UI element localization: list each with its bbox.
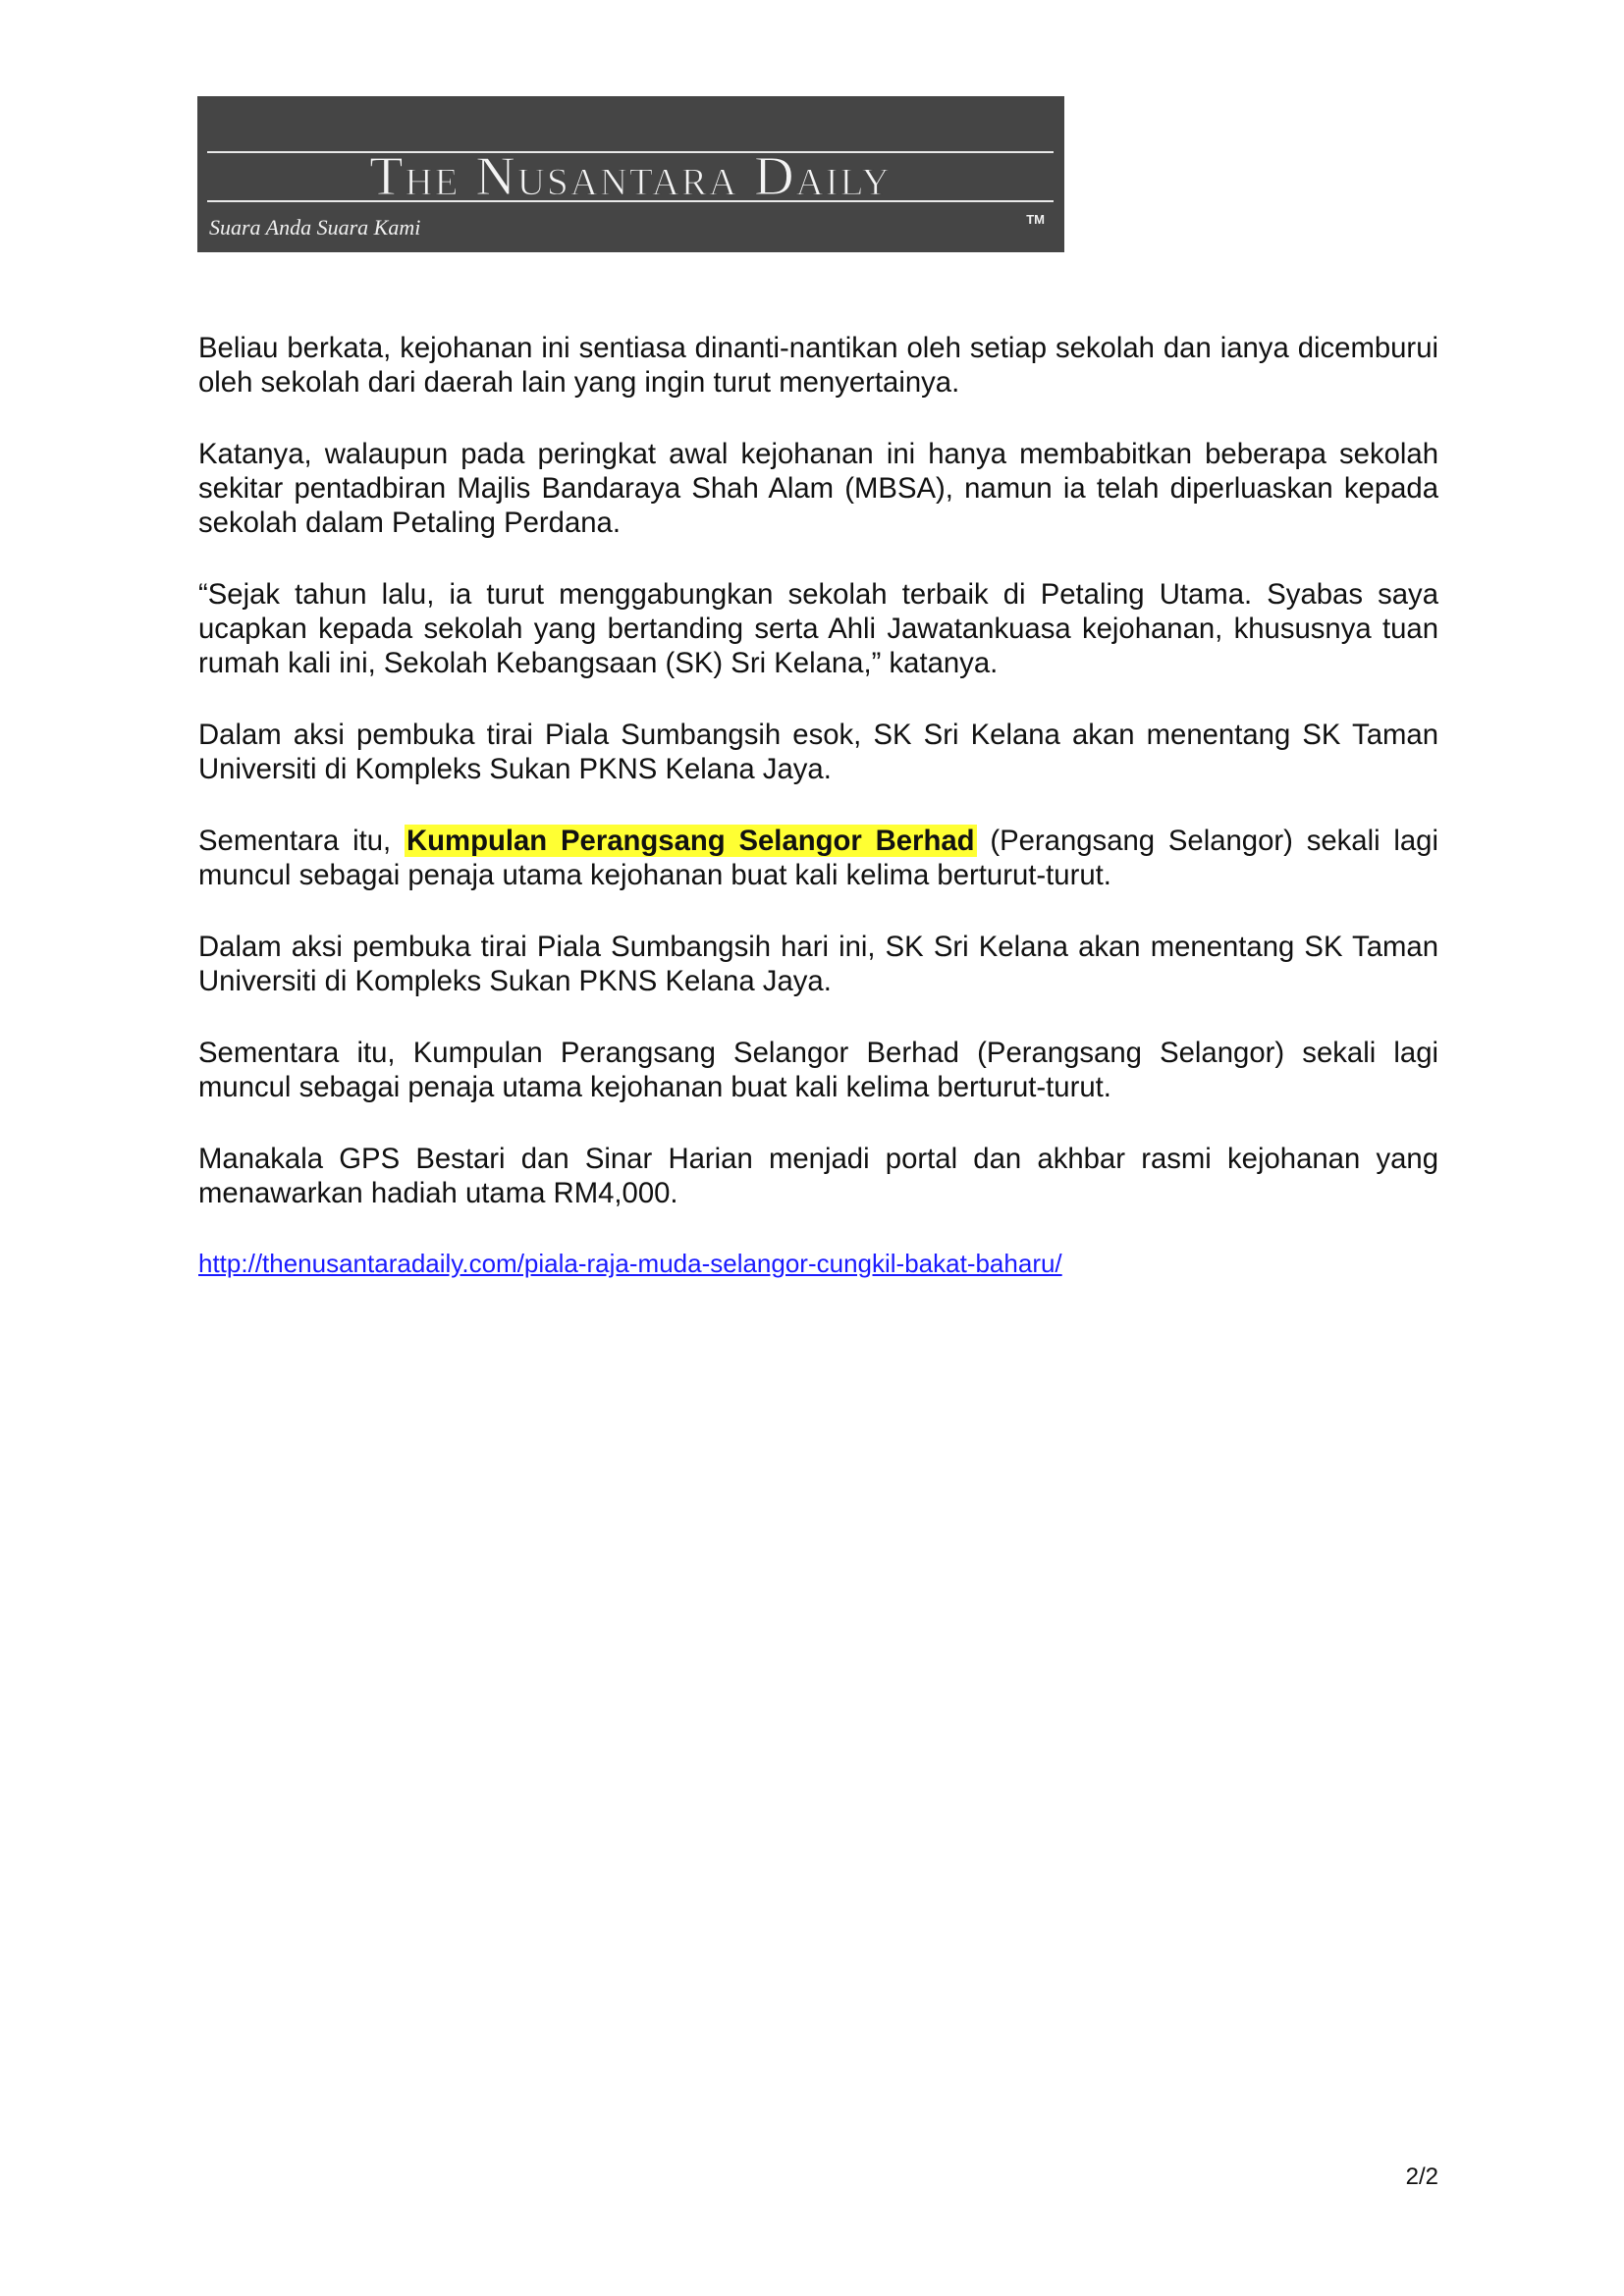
article-paragraph-6: Dalam aksi pembuka tirai Piala Sumbangsih hari ini, SK Sri Kelana akan menentang SK Taman Universiti di Kompleks Sukan PKNS Kelana Jaya. — [198, 931, 1438, 997]
highlighted-company-name: Kumpulan Perangsang Selangor Berhad — [406, 825, 975, 857]
paragraph-5-rest: (Perangsang Selangor) sekali lagi muncul sebagai penaja utama kejohanan buat kali kelima berturut-turut. — [198, 825, 1438, 891]
trademark-mark: TM — [1026, 212, 1045, 227]
masthead-tagline: Suara Anda Suara Kami — [209, 215, 421, 240]
article-paragraph-1: Beliau berkata, kejohanan ini sentiasa dinanti-nantikan oleh setiap sekolah dan ianya dicemburui oleh sekolah dari daerah lain yang ingin turut menyertainya. — [198, 332, 1438, 399]
article-paragraph-2: Katanya, walaupun pada peringkat awal kejohanan ini hanya membabitkan beberapa sekolah sekitar pentadbiran Majlis Bandaraya Shah Alam (MBSA), namun ia telah diperluaskan kepada sekolah dalam Petaling Perdana. — [198, 438, 1438, 539]
article-paragraph-5 — [198, 824, 1438, 892]
article-paragraph-3: “Sejak tahun lalu, ia turut menggabungkan sekolah terbaik di Petaling Utama. Syabas saya ucapkan kepada sekolah yang bertanding serta Ahli Jawatankuasa kejohanan, khususnya tuan rumah kali ini, Sekolah Kebangsaan (SK) Sri Kelana,” katanya. — [198, 578, 1438, 679]
article-paragraph-4: Dalam aksi pembuka tirai Piala Sumbangsih esok, SK Sri Kelana akan menentang SK Taman Universiti di Kompleks Sukan PKNS Kelana Jaya. — [198, 719, 1438, 785]
article-paragraph-7: Sementara itu, Kumpulan Perangsang Selangor Berhad (Perangsang Selangor) sekali lagi muncul sebagai penaja utama kejohanan buat kali kelima berturut-turut. — [198, 1037, 1438, 1103]
masthead-title: The Nusantara Daily — [207, 151, 1054, 202]
page-number: 2/2 — [1405, 2163, 1438, 2190]
article-body — [198, 331, 1438, 1279]
source-link[interactable]: http://thenusantaradaily.com/piala-raja-muda-selangor-cungkil-bakat-baharu/ — [198, 1249, 1062, 1278]
masthead-logo — [197, 96, 1064, 252]
paragraph-5-lead: Sementara itu, — [198, 825, 405, 857]
article-paragraph-8: Manakala GPS Bestari dan Sinar Harian menjadi portal dan akhbar rasmi kejohanan yang menawarkan hadiah utama RM4,000. — [198, 1143, 1438, 1209]
